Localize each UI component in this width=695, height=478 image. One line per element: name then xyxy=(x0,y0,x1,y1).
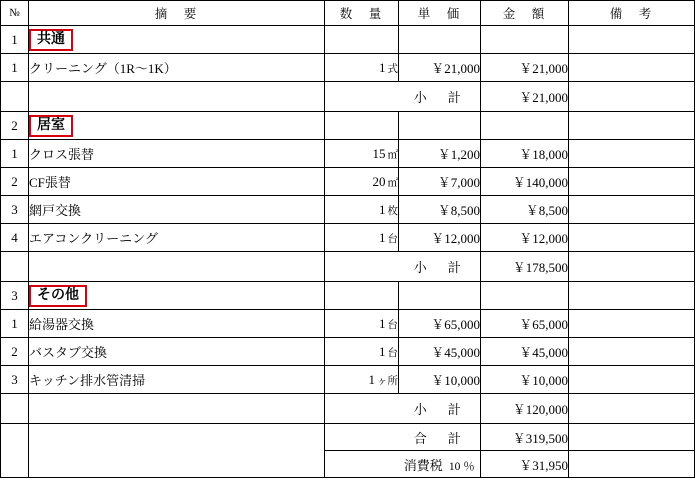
section-amount-cell xyxy=(481,26,569,54)
item-no: 2 xyxy=(1,168,29,196)
item-amount: ￥21,000 xyxy=(481,54,569,82)
total-label-left xyxy=(325,424,399,451)
tax-blank-no xyxy=(1,451,29,478)
subtotal-blank-desc xyxy=(29,82,325,112)
tax-amount: ￥31,950 xyxy=(481,451,569,478)
subtotal-blank-no xyxy=(1,82,29,112)
subtotal-blank-no xyxy=(1,394,29,424)
item-note xyxy=(569,338,695,366)
section-unit-price-cell xyxy=(399,26,481,54)
column-header-quantity: 数 量 xyxy=(325,1,399,26)
tax-rate: 10 ％ xyxy=(448,460,475,473)
item-quantity-value: 1 xyxy=(379,59,386,75)
item-quantity-value: 20 xyxy=(372,173,386,189)
item-unit: ㎡ xyxy=(387,149,398,161)
item-quantity-value: 1 xyxy=(379,201,386,217)
subtotal-note xyxy=(569,252,695,282)
subtotal-blank-desc xyxy=(29,394,325,424)
item-quantity xyxy=(325,196,399,224)
subtotal-label-left xyxy=(325,394,399,424)
item-amount: ￥65,000 xyxy=(481,310,569,338)
item-no: 1 xyxy=(1,140,29,168)
item-no: 1 xyxy=(1,54,29,82)
subtotal-row xyxy=(1,252,695,282)
column-header-note: 備 考 xyxy=(569,1,695,26)
total-amount: ￥319,500 xyxy=(481,424,569,451)
subtotal-blank-desc xyxy=(29,252,325,282)
item-unit: 枚 xyxy=(387,205,398,217)
total-note xyxy=(569,424,695,451)
subtotal-blank-no xyxy=(1,252,29,282)
section-amount-cell xyxy=(481,112,569,140)
section-unit-price-cell xyxy=(399,112,481,140)
section-unit-price-cell xyxy=(399,282,481,310)
item-unit-price: ￥7,000 xyxy=(399,168,481,196)
item-description: バスタブ交換 xyxy=(29,338,325,366)
item-note xyxy=(569,168,695,196)
item-quantity-value: 1 xyxy=(368,371,375,387)
column-header-unit-price: 単 価 xyxy=(399,1,481,26)
section-note-cell xyxy=(569,26,695,54)
item-note xyxy=(569,140,695,168)
column-header-no: № xyxy=(1,1,29,26)
section-name-cell xyxy=(29,282,325,310)
table-row xyxy=(1,224,695,252)
tax-note xyxy=(569,451,695,478)
section-number: 1 xyxy=(1,26,29,54)
subtotal-label-left xyxy=(325,82,399,112)
item-note xyxy=(569,224,695,252)
section-name-cell xyxy=(29,112,325,140)
section-name-cell xyxy=(29,26,325,54)
item-unit: 台 xyxy=(387,319,398,331)
item-description: キッチン排水管清掃 xyxy=(29,366,325,394)
subtotal-note xyxy=(569,82,695,112)
tax-row xyxy=(1,451,695,478)
item-unit: 式 xyxy=(387,63,398,75)
item-description: クロス張替 xyxy=(29,140,325,168)
item-unit: 台 xyxy=(387,347,398,359)
section-number: 2 xyxy=(1,112,29,140)
item-quantity-value: 1 xyxy=(379,315,386,331)
item-no: 1 xyxy=(1,310,29,338)
tax-label xyxy=(399,451,481,478)
tax-blank-desc xyxy=(29,451,325,478)
section-number: 3 xyxy=(1,282,29,310)
section-name-box: 共通 xyxy=(29,29,73,51)
item-unit: ヶ所 xyxy=(377,375,398,387)
item-quantity xyxy=(325,168,399,196)
item-quantity-value: 1 xyxy=(379,343,386,359)
subtotal-amount: ￥178,500 xyxy=(481,252,569,282)
table-row xyxy=(1,366,695,394)
section-note-cell xyxy=(569,282,695,310)
item-unit-price: ￥21,000 xyxy=(399,54,481,82)
item-amount: ￥10,000 xyxy=(481,366,569,394)
item-description: 給湯器交換 xyxy=(29,310,325,338)
item-description: 網戸交換 xyxy=(29,196,325,224)
section-header-row xyxy=(1,26,695,54)
table-row xyxy=(1,140,695,168)
item-description: クリーニング（1R～1K） xyxy=(29,54,325,82)
item-amount: ￥18,000 xyxy=(481,140,569,168)
item-unit-price: ￥65,000 xyxy=(399,310,481,338)
item-no: 2 xyxy=(1,338,29,366)
table-row xyxy=(1,168,695,196)
item-quantity xyxy=(325,140,399,168)
section-name-box: その他 xyxy=(29,285,87,307)
table-row xyxy=(1,196,695,224)
item-unit-price: ￥10,000 xyxy=(399,366,481,394)
section-name-box: 居室 xyxy=(29,115,73,137)
item-note xyxy=(569,196,695,224)
item-quantity xyxy=(325,54,399,82)
item-unit-price: ￥1,200 xyxy=(399,140,481,168)
subtotal-row xyxy=(1,394,695,424)
item-unit-price: ￥8,500 xyxy=(399,196,481,224)
item-quantity-value: 15 xyxy=(372,145,386,161)
subtotal-label: 小 計 xyxy=(399,252,481,282)
subtotal-label: 小 計 xyxy=(399,82,481,112)
section-note-cell xyxy=(569,112,695,140)
table-row xyxy=(1,310,695,338)
subtotal-label-left xyxy=(325,252,399,282)
item-unit: 台 xyxy=(387,233,398,245)
total-blank-desc xyxy=(29,424,325,451)
total-label: 合 計 xyxy=(399,424,481,451)
item-description: エアコンクリーニング xyxy=(29,224,325,252)
item-amount: ￥45,000 xyxy=(481,338,569,366)
item-note xyxy=(569,366,695,394)
tax-label-left xyxy=(325,451,399,478)
item-amount: ￥8,500 xyxy=(481,196,569,224)
subtotal-note xyxy=(569,394,695,424)
subtotal-label: 小 計 xyxy=(399,394,481,424)
item-unit-price: ￥12,000 xyxy=(399,224,481,252)
section-quantity-cell xyxy=(325,26,399,54)
section-header-row xyxy=(1,282,695,310)
section-quantity-cell xyxy=(325,112,399,140)
section-header-row xyxy=(1,112,695,140)
item-quantity xyxy=(325,224,399,252)
item-quantity xyxy=(325,366,399,394)
section-quantity-cell xyxy=(325,282,399,310)
item-amount: ￥140,000 xyxy=(481,168,569,196)
item-no: 3 xyxy=(1,196,29,224)
item-description: CF張替 xyxy=(29,168,325,196)
item-note xyxy=(569,310,695,338)
subtotal-amount: ￥120,000 xyxy=(481,394,569,424)
item-unit: ㎡ xyxy=(387,177,398,189)
item-note xyxy=(569,54,695,82)
table-row xyxy=(1,338,695,366)
total-row xyxy=(1,424,695,451)
column-header-amount: 金 額 xyxy=(481,1,569,26)
item-amount: ￥12,000 xyxy=(481,224,569,252)
item-quantity xyxy=(325,310,399,338)
table-row xyxy=(1,54,695,82)
item-no: 3 xyxy=(1,366,29,394)
item-quantity-value: 1 xyxy=(379,229,386,245)
item-quantity xyxy=(325,338,399,366)
item-no: 4 xyxy=(1,224,29,252)
subtotal-amount: ￥21,000 xyxy=(481,82,569,112)
item-unit-price: ￥45,000 xyxy=(399,338,481,366)
table-header-row xyxy=(1,1,695,26)
subtotal-row xyxy=(1,82,695,112)
section-amount-cell xyxy=(481,282,569,310)
column-header-description: 摘 要 xyxy=(29,1,325,26)
tax-label-text: 消費税 xyxy=(403,457,443,473)
total-blank-no xyxy=(1,424,29,451)
